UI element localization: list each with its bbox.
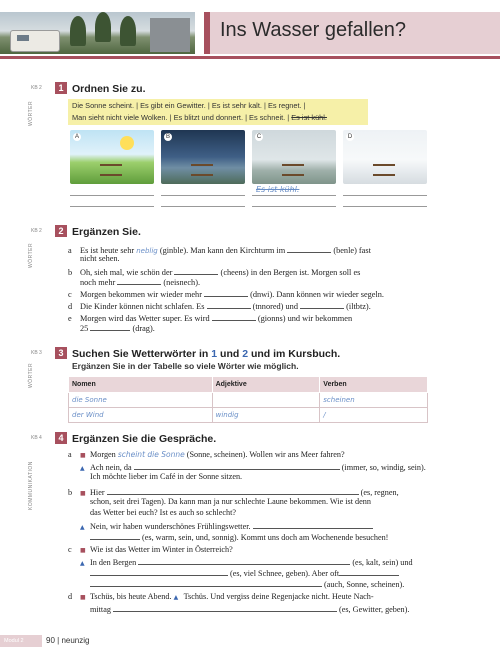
blank-field[interactable] xyxy=(212,312,256,321)
table-header: Adjektive xyxy=(212,377,320,393)
item-2a: a Es ist heute sehr neblig (ginble). Man kann den Kirchturm im (benle) fast xyxy=(68,246,371,255)
picture-label-d: D xyxy=(347,134,353,140)
item-letter: b xyxy=(68,268,73,277)
exercise-subtitle-3: Ergänzen Sie in der Tabelle so viele Wörter wie möglich. xyxy=(72,361,299,371)
title-bar xyxy=(204,12,500,54)
kb-ref-2: KB 2 xyxy=(31,228,42,234)
dialog-a-line-3: Ich möchte lieber im Café in der Sonne sitzen. xyxy=(90,472,243,481)
table-header: Verben xyxy=(320,377,428,393)
dialog-b-line-4: ▲ Nein, wir haben wunderschönes Frühlingswetter. xyxy=(80,520,373,533)
dialog-c-line-4: (auch, Sonne, scheinen). xyxy=(90,578,404,590)
weather-words-table xyxy=(68,376,428,423)
kb-ref-3: KB 3 xyxy=(31,350,42,356)
dialog-a-line-1: a ■ Morgen scheint die Sonne (Sonne, scheinen). Wollen wir ans Meer fahren? xyxy=(68,450,345,459)
exercise-title-4: Ergänzen Sie die Gespräche. xyxy=(72,433,217,445)
item-2a-cont: nicht sehen. xyxy=(80,254,120,263)
speaker-square-icon: ■ xyxy=(80,452,86,459)
page-footer xyxy=(0,635,500,649)
bench-icon xyxy=(191,164,213,176)
page-title: Ins Wasser gefallen? xyxy=(220,19,407,41)
exercise-number-3: 3 xyxy=(55,347,67,359)
speaker-square-icon: ■ xyxy=(80,594,86,601)
blank-field[interactable] xyxy=(138,556,350,565)
dialog-b-line-3: das Wetter bei euch? Ist es auch so schlecht? xyxy=(90,508,237,517)
table-row xyxy=(69,393,428,408)
example-answer: scheint die Sonne xyxy=(117,450,185,459)
blank-field[interactable] xyxy=(90,578,322,587)
answer-line-a2[interactable] xyxy=(70,198,154,207)
picture-label-b: B xyxy=(165,134,170,140)
bench-icon xyxy=(373,164,395,176)
picture-d xyxy=(343,130,427,184)
exercise-title-2: Ergänzen Sie. xyxy=(72,226,141,238)
header-rule xyxy=(0,56,500,59)
bench-icon xyxy=(282,164,304,176)
speaker-triangle-icon: ▲ xyxy=(80,465,85,472)
item-2e-cont: 25 (drag). xyxy=(80,324,155,333)
exercise-title-1: Ordnen Sie zu. xyxy=(72,83,146,95)
dialog-b-line-5: (es, warm, sein, und, sonnig). Kommt uns doch am Wochenende besuchen! xyxy=(90,531,388,543)
side-label-1: WÖRTER xyxy=(28,100,34,126)
struck-example: Es ist kühl. xyxy=(291,113,327,122)
item-2b: b Oh, sieh mal, wie schön der (cheens) in den Bergen ist. Morgen soll es xyxy=(68,268,361,277)
word-box xyxy=(68,99,368,125)
table-cell[interactable] xyxy=(212,393,320,408)
speaker-triangle-icon: ▲ xyxy=(173,594,179,601)
blank-field[interactable] xyxy=(117,276,161,285)
sun-icon xyxy=(120,136,134,150)
exercise-number-1: 1 xyxy=(55,82,67,94)
table-cell[interactable]: die Sonne xyxy=(69,393,213,408)
dialog-b-line-1: b ■ Hier (es, regnen, xyxy=(68,488,399,497)
word-box-line-1: Die Sonne scheint. | Es gibt ein Gewitter. | Es ist sehr kalt. | Es regnet. | xyxy=(72,101,306,110)
dialog-b-line-2: schon, seit drei Tagen). Da kann man ja nur schlechte Laune bekommen. Wie ist denn xyxy=(90,497,371,506)
picture-label-c: C xyxy=(256,134,262,140)
speaker-triangle-icon: ▲ xyxy=(80,524,85,531)
item-2e: e Morgen wird das Wetter super. Es wird (gionns) und wir bekommen xyxy=(68,314,353,323)
table-cell[interactable]: der Wind xyxy=(69,408,213,423)
module-tab: Modul 2 xyxy=(0,635,42,647)
word-box-line-2-text: Man sieht nicht viele Wolken. | Es blitzt und donnert. | Es schneit. | xyxy=(72,113,292,122)
blank-field[interactable] xyxy=(253,520,373,529)
blank-field[interactable] xyxy=(90,567,228,576)
blank-field[interactable] xyxy=(90,322,130,331)
table-cell[interactable]: / xyxy=(320,408,428,423)
answer-line-b2[interactable] xyxy=(161,198,245,207)
blank-field[interactable] xyxy=(134,461,340,470)
table-header: Nomen xyxy=(69,377,213,393)
table-cell[interactable]: scheinen xyxy=(320,393,428,408)
building-shape xyxy=(150,18,190,52)
blank-field[interactable] xyxy=(107,486,359,495)
item-letter: c xyxy=(68,290,72,299)
item-letter: e xyxy=(68,314,72,323)
page-header xyxy=(0,0,500,58)
kb-ref-1: KB 2 xyxy=(31,85,42,91)
dialog-d-line-1: d ■ Tschüs, bis heute Abend. ▲ Tschüs. Und vergiss deine Regenjacke nicht. Heute Nach- xyxy=(68,592,374,601)
tree-shape xyxy=(95,12,111,42)
kb-ref-4: KB 4 xyxy=(31,435,42,441)
table-cell[interactable]: windig xyxy=(212,408,320,423)
table-row xyxy=(69,408,428,423)
side-label-3: WÖRTER xyxy=(28,362,34,388)
answer-line-b[interactable] xyxy=(161,186,245,196)
example-answer: Es ist kühl. xyxy=(256,185,300,194)
example-answer: neblig xyxy=(136,247,158,255)
tree-shape xyxy=(120,16,136,46)
table-header-row xyxy=(69,377,428,393)
word-box-line-2 xyxy=(72,112,364,124)
item-2d: d Die Kinder können nicht schlafen. Es (tnnored) und (iltbtz). xyxy=(68,302,371,311)
item-2b-cont: noch mehr (neisnech). xyxy=(80,278,201,287)
speaker-square-icon: ■ xyxy=(80,490,86,497)
exercise-number-2: 2 xyxy=(55,225,67,237)
dialog-c-line-2: ▲ In den Bergen (es, kalt, sein) und xyxy=(80,558,413,567)
exercise-number-4: 4 xyxy=(55,432,67,444)
blank-field[interactable] xyxy=(174,266,218,275)
picture-c xyxy=(252,130,336,184)
dialog-d-line-2: mittag (es, Gewitter, geben). xyxy=(90,605,410,614)
item-2c: c Morgen bekommen wir wieder mehr (dnwi). Dann können wir wieder segeln. xyxy=(68,290,384,299)
blank-field[interactable] xyxy=(90,531,140,540)
exercise-title-3: Suchen Sie Wetterwörter in 1 und 2 und im Kursbuch. xyxy=(72,348,341,360)
blank-field[interactable] xyxy=(207,300,251,309)
answer-line-d2[interactable] xyxy=(343,198,427,207)
caravan-shape xyxy=(10,30,60,52)
dialog-a-line-2: ▲ Ach nein, da (immer, so, windig, sein). xyxy=(80,463,426,472)
bench-icon xyxy=(100,164,122,176)
blank-field[interactable] xyxy=(204,288,248,297)
picture-b xyxy=(161,130,245,184)
item-letter: d xyxy=(68,302,73,311)
page-number: 90 | neunzig xyxy=(46,636,90,645)
picture-label-a: A xyxy=(74,134,79,140)
answer-line-c[interactable] xyxy=(252,186,336,196)
header-photo xyxy=(0,12,195,54)
blank-field[interactable] xyxy=(300,300,344,309)
dialog-c-line-1: c ■ Wie ist das Wetter im Winter in Österreich? xyxy=(68,545,233,554)
blank-field[interactable] xyxy=(287,244,331,253)
answer-line-d[interactable] xyxy=(343,186,427,196)
tree-shape xyxy=(70,16,86,46)
speaker-triangle-icon: ▲ xyxy=(80,560,85,567)
picture-a xyxy=(70,130,154,184)
blank-field[interactable] xyxy=(113,603,337,612)
item-letter: a xyxy=(68,246,72,255)
dialog-c-line-3: (es, viel Schnee, geben). Aber oft xyxy=(90,567,399,579)
side-label-4: KOMMUNIKATION xyxy=(28,461,34,510)
blank-field[interactable] xyxy=(339,567,399,576)
speaker-square-icon: ■ xyxy=(80,547,86,554)
answer-line-c2[interactable] xyxy=(252,198,336,207)
side-label-2: WÖRTER xyxy=(28,242,34,268)
answer-line-a[interactable] xyxy=(70,186,154,196)
